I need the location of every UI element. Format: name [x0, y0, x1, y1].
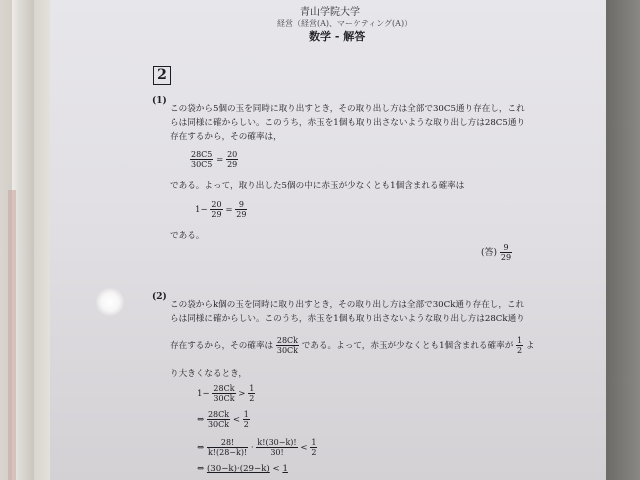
- part2-prob-fraction: [276, 336, 299, 355]
- part1-eq2-prefix: 1−: [195, 205, 208, 215]
- frame-stripe: [8, 190, 16, 480]
- background-right-frame: [606, 0, 640, 480]
- part2-step3-a-num: 28!: [207, 438, 248, 448]
- part2-prob-den: 30Ck: [276, 346, 299, 355]
- part2-step3-b-num: k!(30−k)!: [257, 438, 297, 447]
- part2-prob-num: 28Ck: [276, 336, 299, 345]
- part2-half-den: 2: [517, 346, 523, 355]
- part2-step3-half-den: 2: [311, 448, 317, 457]
- university-title: 青山学院大学: [300, 7, 360, 18]
- part1-line4: である。よって，取り出した5個の中に赤玉が少なくとも1個含まれる確率は: [170, 181, 465, 191]
- part1-line5: である。: [170, 231, 205, 241]
- part1-eq2-result-den: 29: [236, 210, 247, 219]
- part2-line4: り大きくなるとき，: [170, 369, 248, 379]
- part2-step4: [197, 464, 288, 474]
- part2-step1: [197, 384, 255, 403]
- part2-step3-half-num: 1: [311, 438, 317, 447]
- part2-step2: [197, 410, 250, 429]
- part1-answer-den: 29: [500, 253, 512, 262]
- part1-eq1-result-den: 29: [227, 160, 238, 169]
- part2-step1-relation: >: [238, 389, 246, 399]
- part1-eq1-result: [226, 150, 238, 169]
- subject-title: 数学 - 解答: [309, 30, 366, 43]
- part1-line1: [170, 103, 525, 115]
- part1-equation1: $\frac{28C5}{30C5}$ = $\frac{20}{29}$: [191, 150, 238, 169]
- part2-line2-text: らは同様に確からしい。このうち，赤玉を1個も取り出さないような取り出し方は: [170, 314, 485, 324]
- part2-line2: [170, 313, 525, 325]
- part2-step2-fraction: [207, 410, 230, 429]
- part2-step3-prefix: ⇔: [197, 443, 205, 453]
- part1-comb-total: 30C5: [432, 104, 456, 114]
- part2-step2-relation: <: [232, 415, 241, 425]
- part1-comb-white: 28C5: [484, 118, 508, 128]
- background-left-frame: [0, 0, 50, 480]
- part2-step3-fraction-b: [256, 438, 297, 457]
- part2-step2-den: 30Ck: [207, 420, 230, 429]
- part2-step3-a-den: k!(28−k)!: [207, 448, 248, 457]
- part2-line2-end: 通り: [507, 314, 525, 324]
- part1-answer-fraction: [500, 243, 512, 262]
- part2-half-fraction: [516, 336, 523, 355]
- part1-line1-end: 通り存在し，これ: [455, 104, 525, 114]
- part2-step4-numerator: (30−k)·(29−k): [206, 464, 270, 474]
- part1-line3: 存在するから，その確率は，: [170, 132, 282, 142]
- part1-answer: [481, 243, 512, 262]
- part2-step1-prefix: 1−: [197, 389, 210, 399]
- question-number-box: 2: [153, 66, 171, 85]
- part2-step3: [197, 438, 317, 457]
- part2-step1-den: 30Ck: [213, 394, 235, 403]
- part2-step1-num: 28Ck: [213, 384, 235, 393]
- part2-label: (2): [152, 292, 167, 302]
- part1-line1-text: この袋から5個の玉を同時に取り出すとき，その取り出し方は全部で: [170, 104, 433, 114]
- part2-step2-half-num: 1: [243, 410, 249, 419]
- part2-step3-half: [310, 438, 317, 457]
- part2-line1: [170, 299, 524, 311]
- part1-answer-num: 9: [500, 243, 512, 253]
- part2-step2-prefix: ⇔: [197, 415, 205, 425]
- part1-answer-label: (答): [481, 248, 498, 258]
- part2-step3-mid: ·: [250, 443, 254, 453]
- department-label: 経営（経営(A)、マーケティング(A)）: [277, 19, 413, 28]
- part1-eq1-numerator: 28C5: [191, 150, 213, 159]
- part2-line3-a: 存在するから，その確率は: [170, 341, 274, 351]
- part1-eq2-numerator: 20: [211, 200, 222, 209]
- part1-line2-end: 通り: [507, 118, 526, 128]
- part1-line2: [170, 117, 525, 129]
- part1-eq2-result: [235, 200, 247, 219]
- part1-line2-text: らは同様に確からしい。このうち，赤玉を1個も取り出さないような取り出し方は: [170, 118, 485, 128]
- light-glare: [96, 288, 124, 316]
- part2-step3-fraction-a: [207, 438, 248, 457]
- part2-line1-end: 通り存在し，これ: [455, 300, 525, 310]
- part2-line3: [170, 336, 534, 355]
- part2-step3-relation: <: [300, 443, 308, 453]
- part2-step1-half: [248, 384, 255, 403]
- part2-step4-relation: <: [272, 464, 280, 474]
- part1-eq2-denominator: 29: [211, 210, 222, 219]
- document-page: [50, 0, 606, 480]
- part2-line3-c: よ: [525, 341, 535, 351]
- part2-step2-num: 28Ck: [207, 410, 230, 419]
- part2-step2-half: [243, 410, 250, 429]
- part2-line3-b: である。よって，赤玉が少なくとも1個含まれる確率が: [301, 341, 514, 351]
- part1-eq1-denominator: 30C5: [191, 160, 213, 169]
- part2-step1-half-num: 1: [249, 384, 255, 393]
- part1-eq2-fraction: [210, 200, 222, 219]
- part1-label: (1): [152, 96, 167, 106]
- part2-step4-rhs: 1: [282, 464, 288, 474]
- part2-step3-b-den: 30!: [270, 448, 284, 457]
- part1-equation2: 1− $\frac{20}{29}$ = $\frac{9}{29}$: [195, 200, 247, 219]
- part2-half-num: 1: [517, 336, 523, 345]
- part1-eq1-result-num: 20: [227, 150, 238, 159]
- part2-line1-text: この袋からk個の玉を同時に取り出すとき，その取り出し方は全部で: [170, 300, 433, 310]
- part2-step1-half-den: 2: [249, 394, 255, 403]
- part2-step4-prefix: ⇔: [197, 464, 205, 474]
- part2-step1-fraction: [212, 384, 235, 403]
- part1-eq1-fraction: [190, 150, 213, 169]
- part1-eq2-result-num: 9: [235, 200, 247, 210]
- part2-comb-white: 28Ck: [484, 314, 508, 324]
- part2-step2-half-den: 2: [243, 420, 249, 429]
- part2-comb-total: 30Ck: [432, 300, 456, 310]
